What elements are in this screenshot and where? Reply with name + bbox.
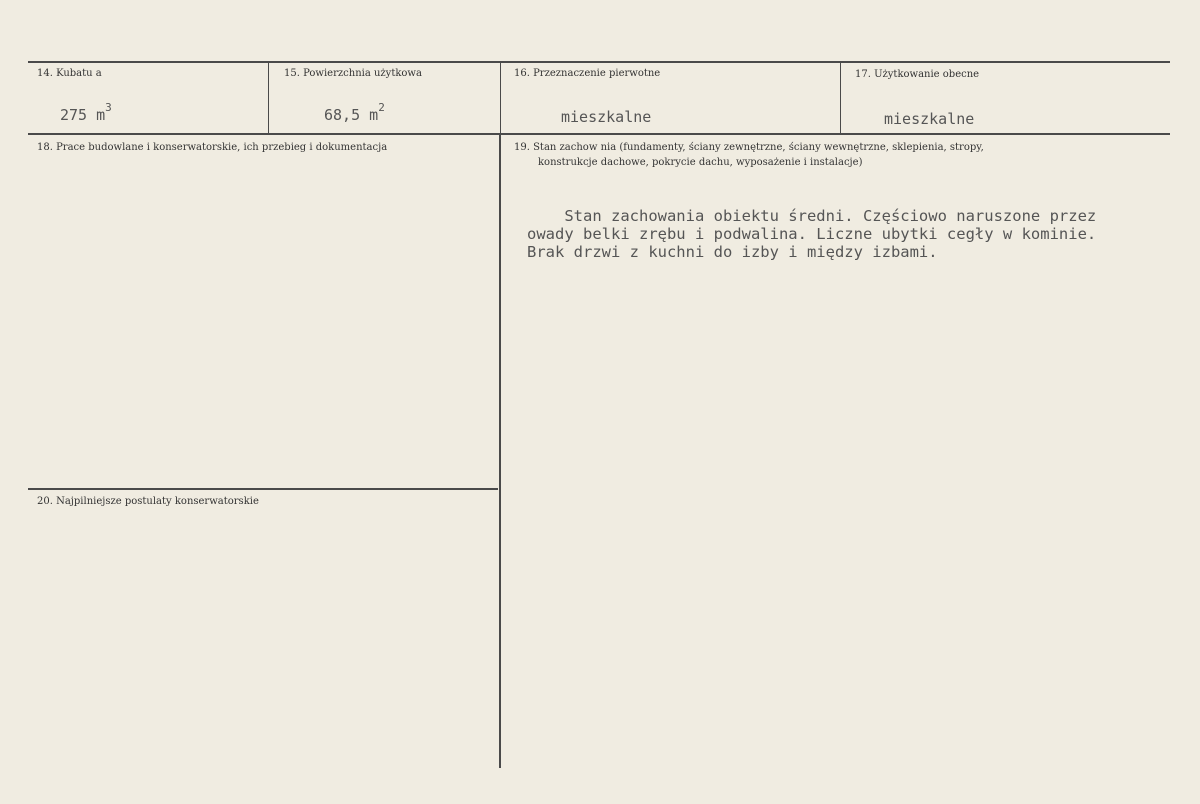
stan-text-line1: Stan zachowania obiektu średni. Częściowo naruszone przez — [527, 207, 1097, 225]
row-divider-rule — [28, 133, 1170, 135]
col-divider-2 — [500, 62, 501, 134]
stan-text-line3: Brak drzwi z kuchni do izby i między izbami. — [527, 243, 938, 261]
uzytkowanie-value: mieszkalne — [884, 110, 975, 128]
col-divider-3 — [840, 62, 841, 134]
kubatura-value — [60, 101, 112, 124]
kubatura-number: 275 m — [60, 106, 106, 124]
prace-label: 18. Prace budowlane i konserwatorskie, ich przebieg i dokumentacja — [37, 142, 388, 153]
postulaty-label: 20. Najpilniejsze postulaty konserwatorskie — [37, 496, 259, 507]
przeznaczenie-label: 16. Przeznaczenie pierwotne — [514, 68, 661, 79]
powierzchnia-number: 68,5 m — [324, 106, 379, 124]
top-rule — [28, 61, 1170, 63]
col-divider-1 — [268, 62, 269, 134]
uzytkowanie-label: 17. Użytkowanie obecne — [855, 69, 980, 80]
powierzchnia-exponent: 2 — [378, 101, 385, 114]
powierzchnia-value — [324, 101, 385, 124]
kubatura-label: 14. Kubatu a — [37, 68, 102, 79]
stan-text-line2: owady belki zrębu i podwalina. Liczne ubytki cegły w kominie. — [527, 225, 1097, 243]
kubatura-exponent: 3 — [105, 101, 112, 114]
section-20-rule — [28, 488, 498, 490]
przeznaczenie-value: mieszkalne — [561, 108, 652, 126]
powierzchnia-label: 15. Powierzchnia użytkowa — [284, 68, 422, 79]
main-column-divider — [499, 134, 501, 768]
stan-label-line2: konstrukcje dachowe, pokrycie dachu, wyposażenie i instalacje) — [538, 157, 863, 168]
stan-label-line1: 19. Stan zachow nia (fundamenty, ściany zewnętrzne, ściany wewnętrzne, sklepienia, stropy, — [514, 142, 984, 153]
